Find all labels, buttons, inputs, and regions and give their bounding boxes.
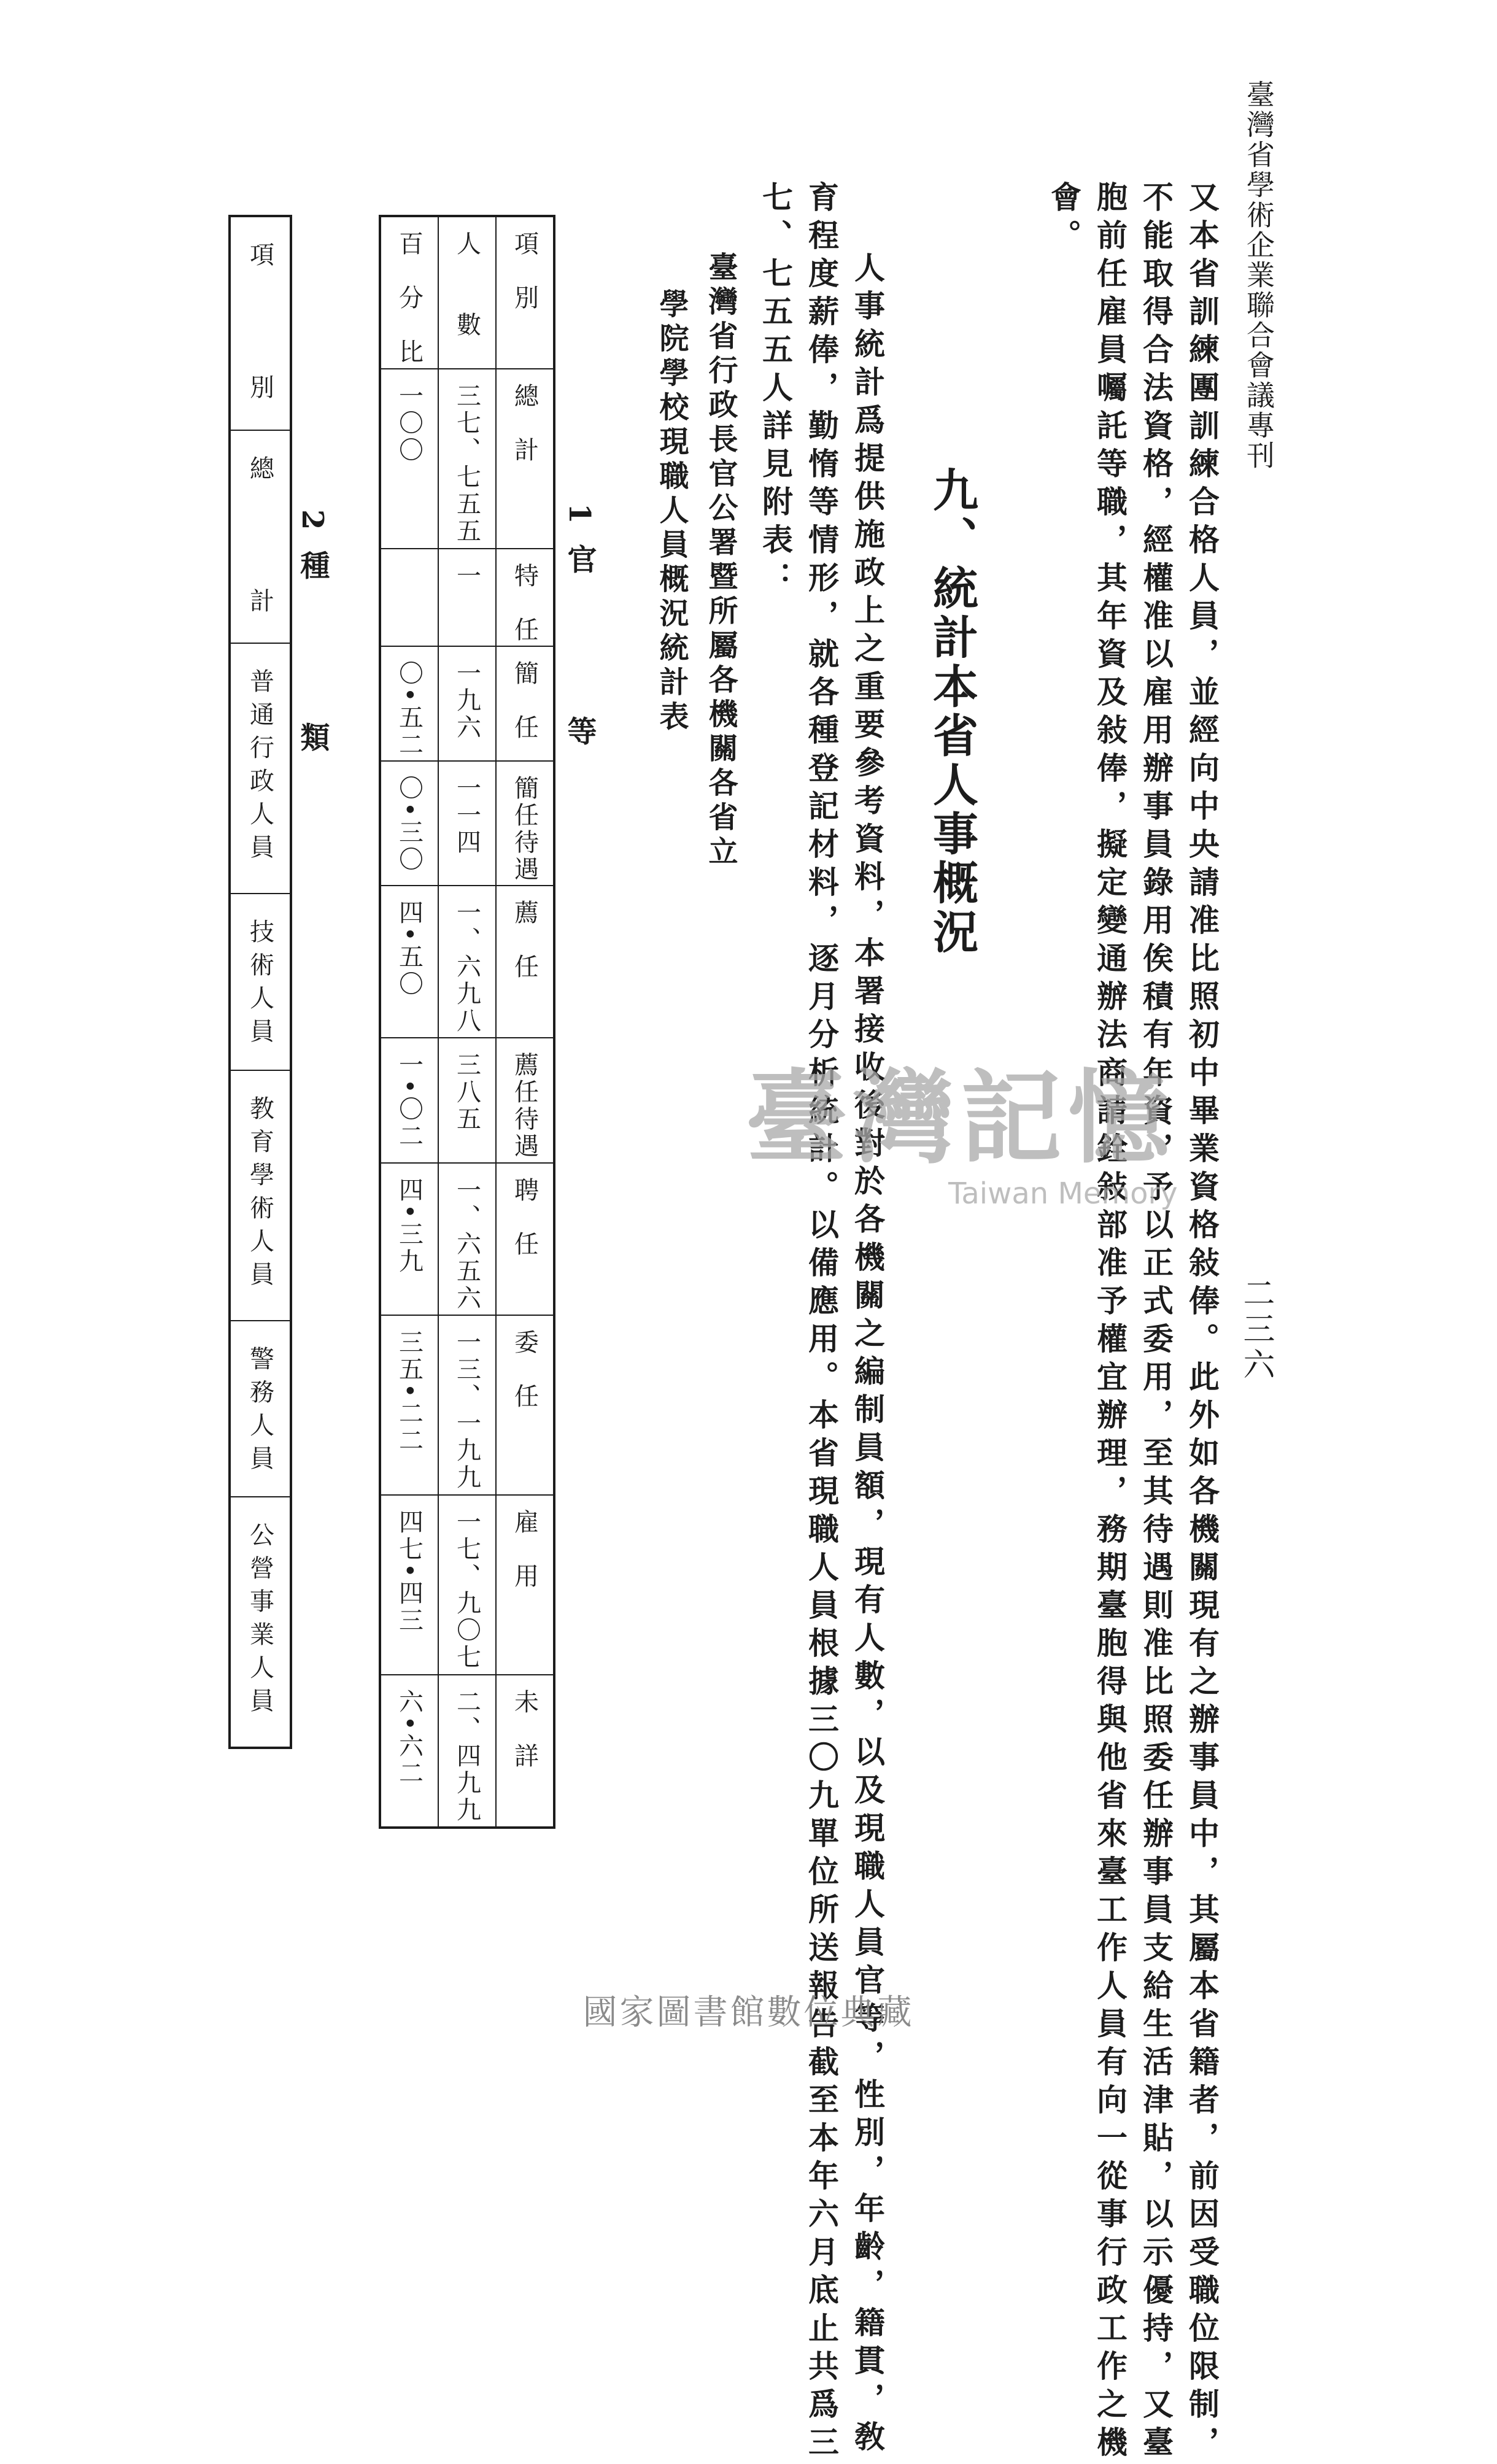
watermark-logo bbox=[746, 1037, 1178, 1211]
count-selected: 一九六 bbox=[452, 660, 481, 741]
header-appointed: 委 任 bbox=[510, 1329, 539, 1410]
count-employed: 一七、九〇七 bbox=[452, 1508, 481, 1671]
table-row bbox=[380, 886, 554, 1038]
row-label-percent: 百 分 比 bbox=[395, 231, 424, 366]
category-header-education: 教育學術人員 bbox=[246, 1095, 274, 1294]
table-cell bbox=[496, 1038, 554, 1162]
table-cell bbox=[438, 549, 496, 646]
table-cell bbox=[380, 646, 438, 761]
table-cell bbox=[438, 1315, 496, 1495]
table-cell bbox=[380, 549, 438, 646]
table-cell bbox=[230, 894, 291, 1070]
intro-column-2: 不能取得合法資格，經權准以雇用辦事員錄用俟積有年資，予以正式委用，至其待遇則准比照委任辦事員支給生活津貼，以示優持，又臺 bbox=[1138, 181, 1174, 2464]
table-row bbox=[380, 1315, 554, 1495]
category-header-police: 警務人員 bbox=[246, 1345, 274, 1478]
table-title-line-2: 學院學校現職人員概況統計表 bbox=[654, 288, 689, 735]
table-row bbox=[380, 1038, 554, 1162]
table-row bbox=[380, 761, 554, 886]
intro-column-4: 會。 bbox=[1046, 181, 1082, 257]
table-row bbox=[230, 216, 291, 430]
count-recommended-equiv: 三八五 bbox=[452, 1052, 481, 1134]
category-header-total: 總 計 bbox=[246, 455, 274, 621]
header-unknown: 未 詳 bbox=[510, 1688, 539, 1770]
table-row bbox=[380, 216, 554, 369]
table-row bbox=[230, 643, 291, 894]
table-cell bbox=[438, 1495, 496, 1675]
table-row bbox=[380, 369, 554, 549]
table-cell bbox=[230, 643, 291, 894]
table-row bbox=[230, 894, 291, 1070]
running-header: 臺灣省學術企業聯合會議專刊 bbox=[1242, 80, 1275, 471]
table-cell bbox=[496, 761, 554, 886]
watermark-en: Taiwan Memory bbox=[948, 1176, 1178, 1211]
count-recommended: 一、六九八 bbox=[452, 900, 481, 1035]
count-special: 一 bbox=[452, 563, 481, 590]
table-cell bbox=[230, 1321, 291, 1497]
table-cell bbox=[380, 761, 438, 886]
section-column-2: 育程度薪俸，勤惰等情形，就各種登記材料，逐月分析統計。以備應用。本省現職人員根據三〇九單位所送報告截至本年六月底止共爲三 bbox=[803, 181, 840, 2464]
intro-column-1: 又本省訓練團訓練合格人員，並經向中央請准比照初中畢業資格敍俸。此外如各機關現有之辦事員中，其屬本省籍者，前因受職位限制， bbox=[1184, 181, 1220, 2464]
percent-selected: 〇•五二 bbox=[395, 660, 424, 759]
table-row bbox=[380, 646, 554, 761]
section-column-1: 人事統計爲提供施政上之重要參考資料，本署接收後對於各機關之編制員額，現有人數，以及現職人員官等，性別，年齡，籍貫，敎 bbox=[849, 252, 886, 2458]
category-table bbox=[228, 215, 292, 1749]
count-unknown: 二、四九九 bbox=[452, 1688, 481, 1824]
table-cell bbox=[380, 1163, 438, 1315]
table-cell bbox=[380, 369, 438, 549]
table-row bbox=[230, 1321, 291, 1497]
table-cell bbox=[496, 1495, 554, 1675]
header-recommended-equiv: 薦任待遇 bbox=[510, 1052, 539, 1161]
header-total: 總 計 bbox=[510, 383, 539, 465]
table-cell bbox=[438, 886, 496, 1038]
table-cell bbox=[496, 886, 554, 1038]
header-selected: 簡 任 bbox=[510, 660, 539, 741]
table-cell bbox=[438, 216, 496, 369]
header-employed: 雇 用 bbox=[510, 1508, 539, 1590]
category-header-admin: 普通行政人員 bbox=[246, 668, 274, 868]
table-cell bbox=[438, 761, 496, 886]
table-cell bbox=[496, 646, 554, 761]
table-cell bbox=[438, 646, 496, 761]
table-cell bbox=[230, 1070, 291, 1321]
table-cell bbox=[230, 1497, 291, 1748]
table-cell bbox=[438, 1038, 496, 1162]
table-row bbox=[380, 1495, 554, 1675]
header-selected-equiv: 簡任待遇 bbox=[510, 774, 539, 883]
table-cell bbox=[380, 1315, 438, 1495]
category-header-technical: 技術人員 bbox=[246, 919, 274, 1052]
header-special: 特 任 bbox=[510, 563, 539, 644]
intro-column-3: 胞前任雇員囑託等職，其年資及敍俸，擬定變通辦法商請銓敍部准予權宜辦理，務期臺胞得與他省來臺工作人員有向一從事行政工作之機 bbox=[1092, 181, 1128, 2464]
count-appointed: 一三、一九九 bbox=[452, 1329, 481, 1491]
count-hired: 一、六五六 bbox=[452, 1176, 481, 1312]
table-cell bbox=[380, 1495, 438, 1675]
table-cell bbox=[230, 430, 291, 644]
percent-recommended: 四•五〇 bbox=[395, 900, 424, 998]
percent-total: 一〇〇 bbox=[395, 383, 424, 465]
table-row bbox=[230, 1497, 291, 1748]
table-cell bbox=[496, 1163, 554, 1315]
table-cell bbox=[230, 216, 291, 430]
header-recommended: 薦 任 bbox=[510, 900, 539, 981]
percent-unknown: 六•六二 bbox=[395, 1688, 424, 1787]
percent-appointed: 三五•二二 bbox=[395, 1329, 424, 1454]
page-number: 二三六 bbox=[1237, 1276, 1274, 1383]
table-cell bbox=[438, 1675, 496, 1828]
table2-caption: 2 種 類 bbox=[295, 509, 330, 757]
rank-table bbox=[379, 215, 555, 1829]
row-label-count: 人 數 bbox=[452, 231, 481, 339]
section-heading: 九、統計本省人事概況 bbox=[926, 466, 978, 957]
table-row bbox=[230, 430, 291, 644]
table-cell bbox=[496, 549, 554, 646]
table1-caption: 1 官 等 bbox=[562, 503, 597, 751]
footer-archive-label: 國家圖書館數位典藏 bbox=[582, 1993, 915, 2033]
header-hired: 聘 任 bbox=[510, 1176, 539, 1258]
table-row bbox=[380, 1163, 554, 1315]
percent-recommended-equiv: 一•〇二 bbox=[395, 1052, 424, 1150]
category-header-public-enterprise: 公營事業人員 bbox=[246, 1522, 274, 1721]
table-cell bbox=[380, 1038, 438, 1162]
percent-employed: 四七•四三 bbox=[395, 1508, 424, 1634]
section-column-3: 七、七五五人詳見附表： bbox=[757, 181, 794, 600]
table-row bbox=[380, 1675, 554, 1828]
count-selected-equiv: 一一四 bbox=[452, 774, 481, 856]
count-total: 三七、七五五 bbox=[452, 383, 481, 546]
table-row bbox=[380, 549, 554, 646]
table-title-line-1: 臺灣省行政長官公署暨所屬各機關各省立 bbox=[703, 252, 738, 870]
table-cell bbox=[438, 369, 496, 549]
table-row bbox=[230, 1070, 291, 1321]
table-cell bbox=[380, 886, 438, 1038]
percent-hired: 四•三九 bbox=[395, 1176, 424, 1275]
table-cell bbox=[496, 216, 554, 369]
table-cell bbox=[380, 216, 438, 369]
category-header-item: 項 別 bbox=[246, 242, 274, 407]
table-cell bbox=[496, 1315, 554, 1495]
watermark-cn: 臺灣記憶 bbox=[746, 1058, 1175, 1177]
table-cell bbox=[496, 369, 554, 549]
table-cell bbox=[438, 1163, 496, 1315]
percent-selected-equiv: 〇•三〇 bbox=[395, 774, 424, 873]
table-cell bbox=[496, 1675, 554, 1828]
header-item: 項 別 bbox=[510, 231, 539, 312]
table-cell bbox=[380, 1675, 438, 1828]
